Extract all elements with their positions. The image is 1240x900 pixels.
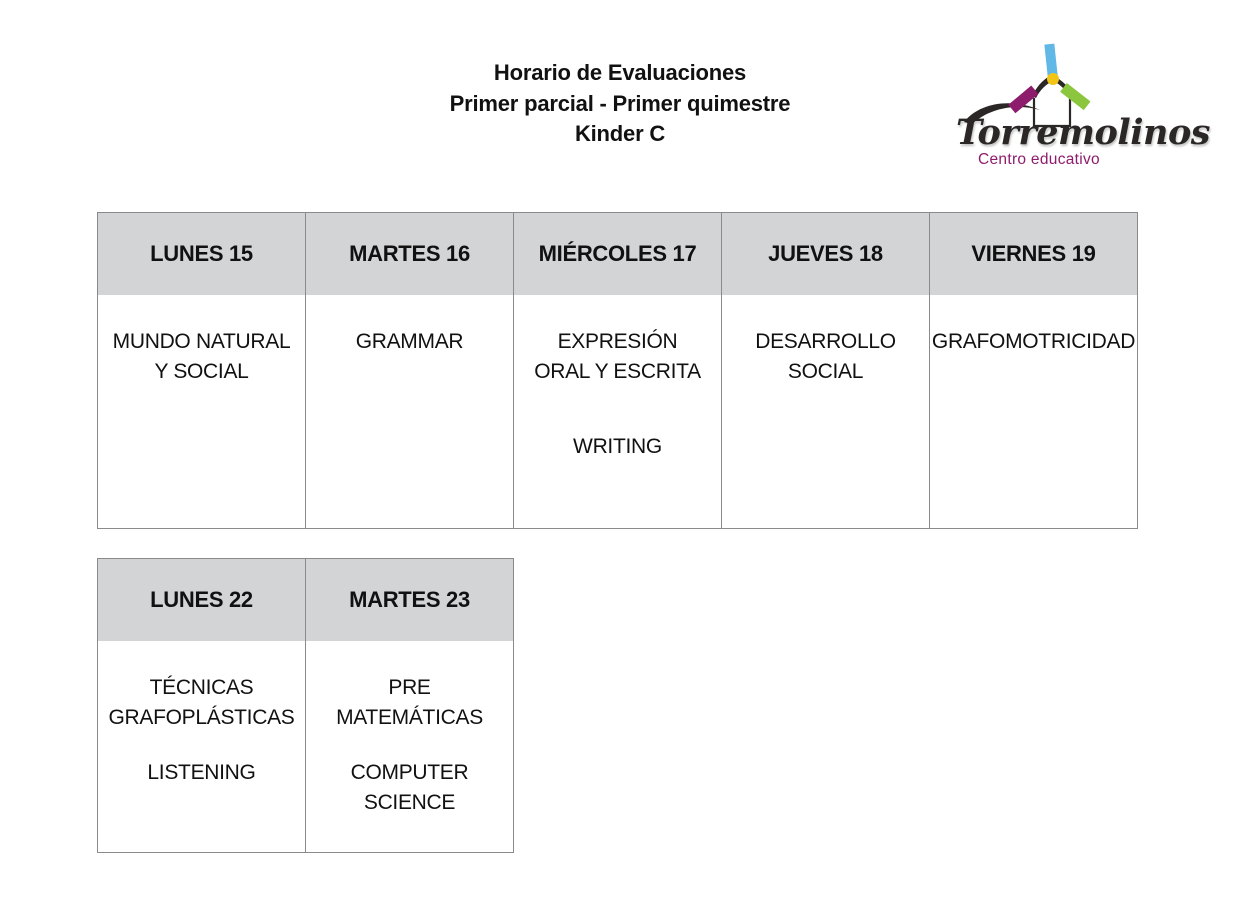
subjects-row: [98, 641, 514, 853]
subject-entry: EXPRESIÓN ORAL Y ESCRITA: [534, 330, 701, 383]
subject-entry: DESARROLLO SOCIAL: [755, 330, 896, 383]
logo-blue-bar: [1044, 44, 1057, 77]
title-line-3: Kinder C: [574, 121, 666, 146]
schedule-table-week-2: [97, 558, 514, 853]
subject-entry: WRITING: [573, 435, 662, 458]
logo-name: Torremolinos: [956, 112, 1210, 153]
school-logo: [950, 40, 1210, 180]
subjects-row: [98, 295, 1138, 529]
logo-green-bar: [1060, 83, 1090, 110]
subject-entry: GRAMMAR: [355, 330, 464, 353]
day-cell: [98, 295, 306, 529]
day-header: MARTES 23: [306, 559, 514, 642]
subject-entry: LISTENING: [147, 761, 256, 784]
day-cell: [306, 295, 514, 529]
subject-entry: COMPUTER SCIENCE: [350, 761, 469, 814]
subject-entry: GRAFOMOTRICIDAD: [931, 330, 1136, 353]
day-header: LUNES 15: [98, 213, 306, 296]
logo-yellow-dot: [1047, 73, 1059, 85]
subject-entry: MUNDO NATURAL Y SOCIAL: [112, 330, 291, 383]
day-cell: [930, 295, 1138, 529]
day-header: MIÉRCOLES 17: [514, 213, 722, 296]
page-title: [370, 58, 870, 150]
title-line-2: Primer parcial - Primer quimestre: [449, 90, 791, 116]
day-cell: [306, 641, 514, 853]
day-cell: [98, 641, 306, 853]
day-header: VIERNES 19: [930, 213, 1138, 296]
subject-entry: PRE MATEMÁTICAS: [336, 676, 483, 729]
title-line-1: Horario de Evaluaciones: [493, 60, 747, 85]
logo-subtitle: Centro educativo: [978, 151, 1100, 168]
day-cell: [514, 295, 722, 529]
schedule-table-week-1: [97, 212, 1138, 529]
header-row: [98, 213, 1138, 296]
day-header: JUEVES 18: [722, 213, 930, 296]
day-cell: [722, 295, 930, 529]
header-row: [98, 559, 514, 642]
subject-entry: TÉCNICAS GRAFOPLÁSTICAS: [108, 676, 295, 729]
day-header: LUNES 22: [98, 559, 306, 642]
day-header: MARTES 16: [306, 213, 514, 296]
